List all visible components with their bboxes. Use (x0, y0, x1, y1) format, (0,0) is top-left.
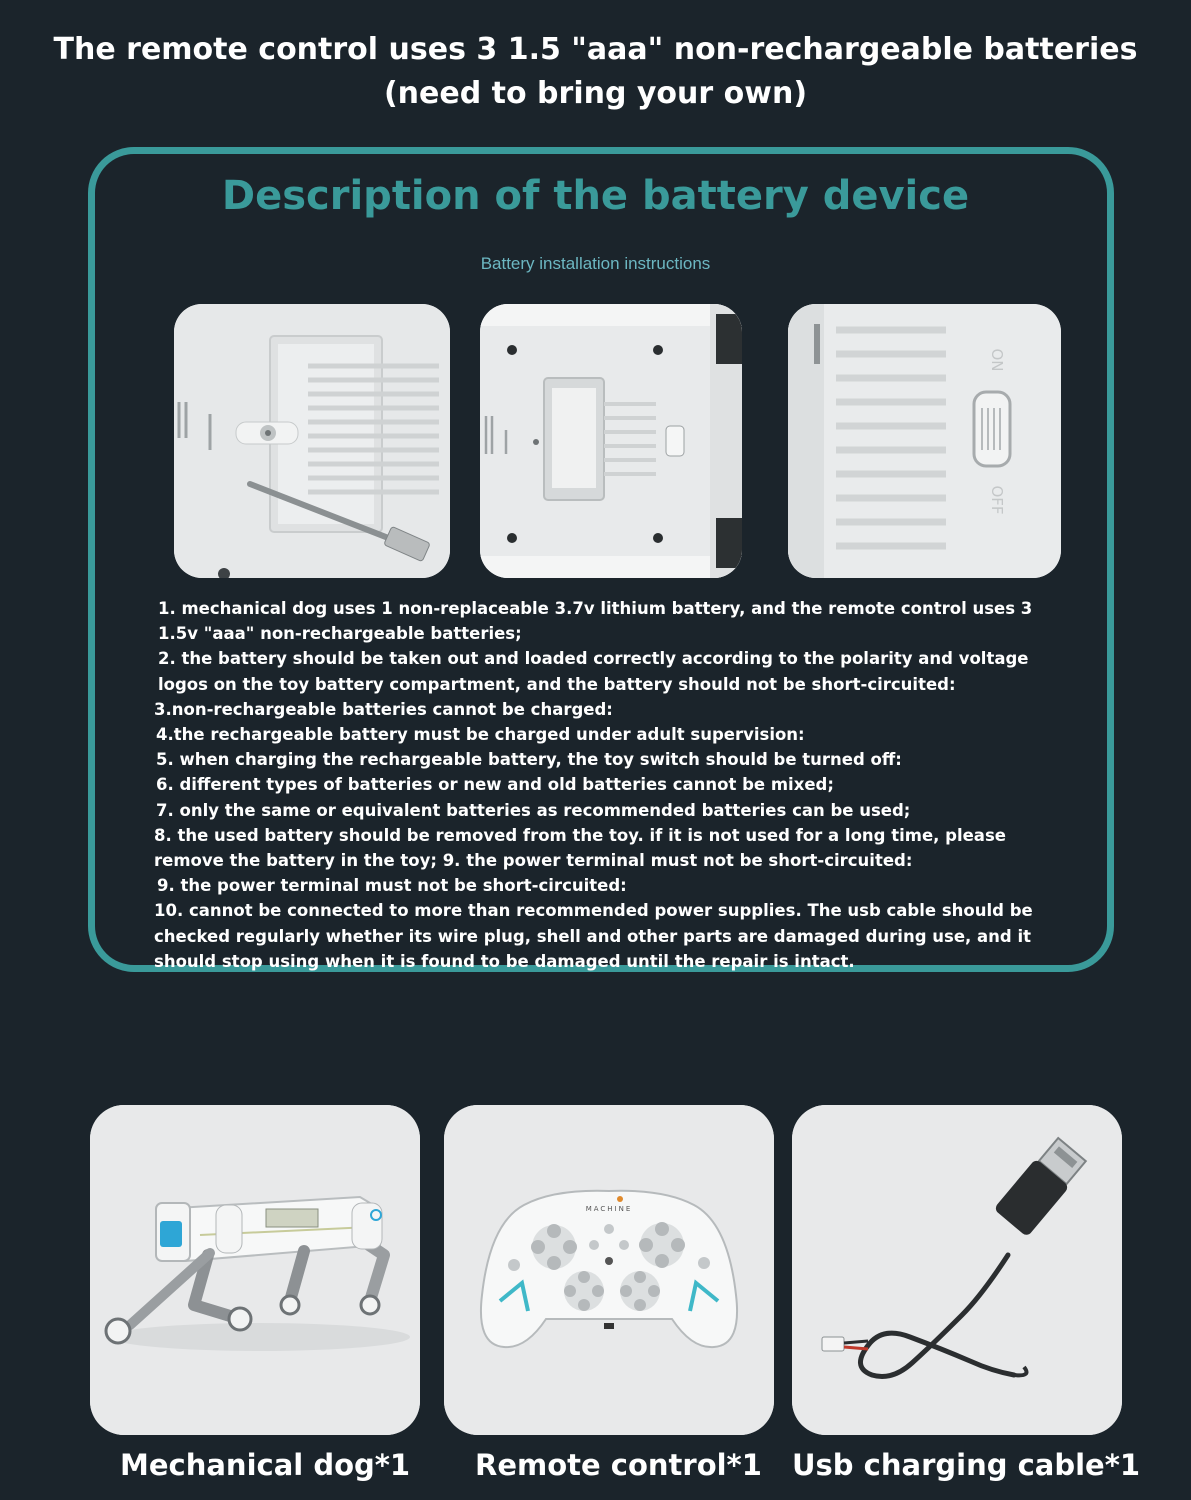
battery-notes-list (154, 596, 1054, 974)
power-switch-photo (788, 304, 1061, 578)
headline-line-2: (need to bring your own) (383, 76, 808, 111)
battery-note: 6. different types of batteries or new and old batteries cannot be mixed; (156, 775, 834, 795)
battery-section-subtitle: Battery installation instructions (480, 254, 711, 273)
battery-note: 2. the battery should be taken out and loaded correctly according to the polarity and voltage logos on the toy battery compartment, and the battery should not be short-circuited: (158, 649, 1029, 694)
mechanical-dog-caption: Mechanical dog*1 (120, 1448, 411, 1482)
battery-note: 4.the rechargeable battery must be charged under adult supervision: (156, 725, 805, 745)
battery-note: 3.non-rechargeable batteries cannot be charged: (154, 699, 613, 719)
switch-label-on: ON (988, 348, 1006, 372)
robot-dog-image (90, 1105, 420, 1435)
battery-note: 7. only the same or equivalent batteries as recommended batteries can be used; (156, 800, 911, 820)
battery-note: 10. cannot be connected to more than recommended power supplies. The usb cable should be checked regularly whether its wire plug, shell and other parts are damaged during use, and it should stop using when it is found to be damaged until the repair is intact. (154, 901, 1033, 971)
mechanical-dog-card (90, 1105, 420, 1435)
headline (0, 28, 1191, 116)
gamepad-image (444, 1105, 774, 1435)
battery-section-title: Description of the battery device (221, 173, 970, 219)
battery-note: 5. when charging the rechargeable battery, the toy switch should be turned off: (156, 750, 902, 770)
usb-cable-caption: Usb charging cable*1 (792, 1448, 1141, 1482)
remote-control-caption: Remote control*1 (475, 1448, 762, 1482)
battery-compartment-photo (480, 304, 742, 578)
switch-label-off: OFF (988, 485, 1006, 515)
battery-cover-screwdriver-photo (174, 304, 450, 578)
battery-note: 1. mechanical dog uses 1 non-replaceable 3.7v lithium battery, and the remote control uses 3 1.5v "aaa" non-rechargeable batteries; (158, 599, 1033, 644)
usb-cable-image (792, 1105, 1122, 1435)
remote-control-card (444, 1105, 774, 1435)
usb-cable-card (792, 1105, 1122, 1435)
battery-note: 9. the power terminal must not be short-circuited: (157, 876, 627, 896)
gamepad-brand-text: MACHINE (585, 1205, 633, 1213)
headline-line-1: The remote control uses 3 1.5 "aaa" non-rechargeable batteries (53, 32, 1138, 67)
battery-note: 8. the used battery should be removed from the toy. if it is not used for a long time, please remove the battery in the toy; 9. the power terminal must not be short-circuited: (154, 825, 1006, 871)
